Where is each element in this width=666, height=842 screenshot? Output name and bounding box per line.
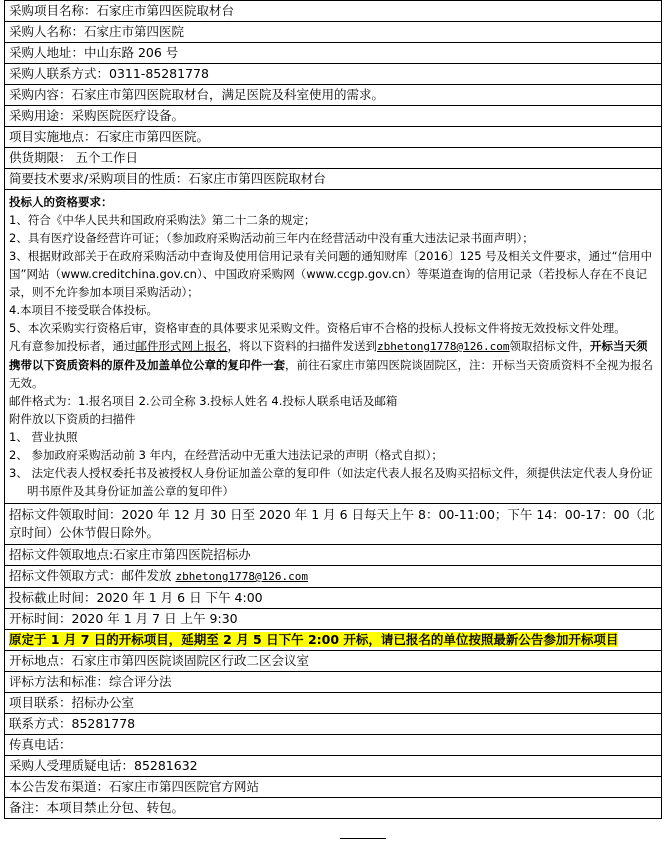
procurement-purpose: 采购用途：采购医院医疗设备。: [5, 106, 662, 127]
project-location: 项目实施地点：石家庄市第四医院。: [5, 127, 662, 148]
bid-email-link[interactable]: zbhetong1778@126.com: [175, 570, 308, 583]
qualification-item: 1、符合《中华人民共和国政府采购法》第二十二条的规定；: [9, 213, 316, 227]
postponement-highlight: 原定于 1 月 7 日的开标项目，延期至 2 月 5 日下午 2:00 开标，请已报名的单位按照最新公告参加开标项目: [9, 632, 619, 647]
bid-deadline: 投标截止时间：2020 年 1 月 6 日 下午 4:00: [5, 588, 662, 609]
evaluation-method: 评标方法和标准：综合评分法: [5, 672, 662, 693]
publish-channel: 本公告发布渠道：石家庄市第四医院官方网站: [5, 777, 662, 798]
project-contact: 项目联系：招标办公室: [5, 693, 662, 714]
technical-requirements: 简要技术要求/采购项目的性质：石家庄市第四医院取材台: [5, 169, 662, 190]
bid-doc-collection-time: 招标文件领取时间：2020 年 12 月 30 日至 2020 年 1 月 6 日每天上午 8：00-11:00；下午 14：00-17：00（北京时间）公休节假日除外。: [5, 504, 662, 545]
delivery-period: 供货期限： 五个工作日: [5, 148, 662, 169]
remark: 备注：本项目禁止分包、转包。: [5, 798, 662, 819]
qualification-item: 5、本次采购实行资格后审，资格审查的具体要求见采购文件。资格后审不合格的投标人投标文件将按无效投标文件处理。: [9, 321, 626, 335]
procurement-notice-table: [4, 0, 662, 819]
contact-phone: 联系方式：85281778: [5, 714, 662, 735]
attachment-item: 3、 法定代表人授权委托书及被授权人身份证加盖公章的复印件（如法定代表人报名及购买招标文件，须提供法定代表人身份证明书原件及其身份证加盖公章的复印件）: [9, 466, 653, 498]
buyer-address: 采购人地址：中山东路 206 号: [5, 43, 662, 64]
procurement-content: 采购内容：石家庄市第四医院取材台，满足医院及科室使用的需求。: [5, 85, 662, 106]
fax-number: 传真电话：: [5, 735, 662, 756]
project-name: 采购项目名称：石家庄市第四医院取材台: [5, 1, 662, 22]
qualification-item: 3、根据财政部关于在政府采购活动中查询及使用信用记录有关问题的通知财库〔2016〕125 号及相关文件要求，通过“信用中国”网站（www.creditchina.gov.cn）、中国政府采购网（www.ccgp.gov.cn）等渠道查询的信用记录（若投标人存在不良记录，则不允许参加本项目采购活动）；: [9, 249, 653, 299]
buyer-contact: 采购人联系方式：0311-85281778: [5, 64, 662, 85]
opening-place: 开标地点：石家庄市第四医院谈固院区行政二区会议室: [5, 651, 662, 672]
apply-instructions: 凡有意参加投标者，通过邮件形式网上报名，将以下资料的扫描件发送到zbhetong1778@126.com领取招标文件，开标当天须携带以下资质资料的原件及加盖单位公章的复印件一套，前往石家庄市第四医院谈固院区，注：开标当天资质资料不全视为报名无效。: [9, 339, 653, 390]
attachment-item: 2、 参加政府采购活动前 3 年内，在经营活动中无重大违法记录的声明（格式自拟）；: [9, 448, 443, 462]
qualification-title: 投标人的资格要求：: [9, 195, 113, 209]
bid-doc-collection-method: 招标文件领取方式：邮件发放 zbhetong1778@126.com: [5, 566, 662, 588]
attachment-title: 附件放以下资质的扫描件: [9, 412, 136, 426]
apply-bold-note: 开标当天须携带以下资质资料的原件及加盖单位公章的复印件一套: [9, 339, 648, 372]
bid-doc-collection-place: 招标文件领取地点:石家庄市第四医院招标办: [5, 545, 662, 566]
qualification-section: [5, 190, 662, 504]
attachment-item: 1、 营业执照: [9, 430, 78, 444]
postponement-notice: [5, 630, 662, 651]
apply-method-link[interactable]: 邮件形式网上报名: [135, 339, 228, 353]
buyer-name: 采购人名称：石家庄市第四医院: [5, 22, 662, 43]
complaint-phone: 采购人受理质疑电话：85281632: [5, 756, 662, 777]
mail-format: 邮件格式为：1.报名项目 2.公司全称 3.投标人姓名 4.投标人联系电话及邮箱: [9, 394, 398, 408]
qualification-item: 4.本项目不接受联合体投标。: [9, 303, 158, 317]
qualification-item: 2、具有医疗设备经营许可证；（参加政府采购活动前三年内在经营活动中没有重大违法记录书面声明）；: [9, 231, 534, 245]
opening-time: 开标时间：2020 年 1 月 7 日 上午 9:30: [5, 609, 662, 630]
footer-divider: [340, 838, 386, 839]
apply-email-link[interactable]: zbhetong1778@126.com: [377, 340, 510, 353]
